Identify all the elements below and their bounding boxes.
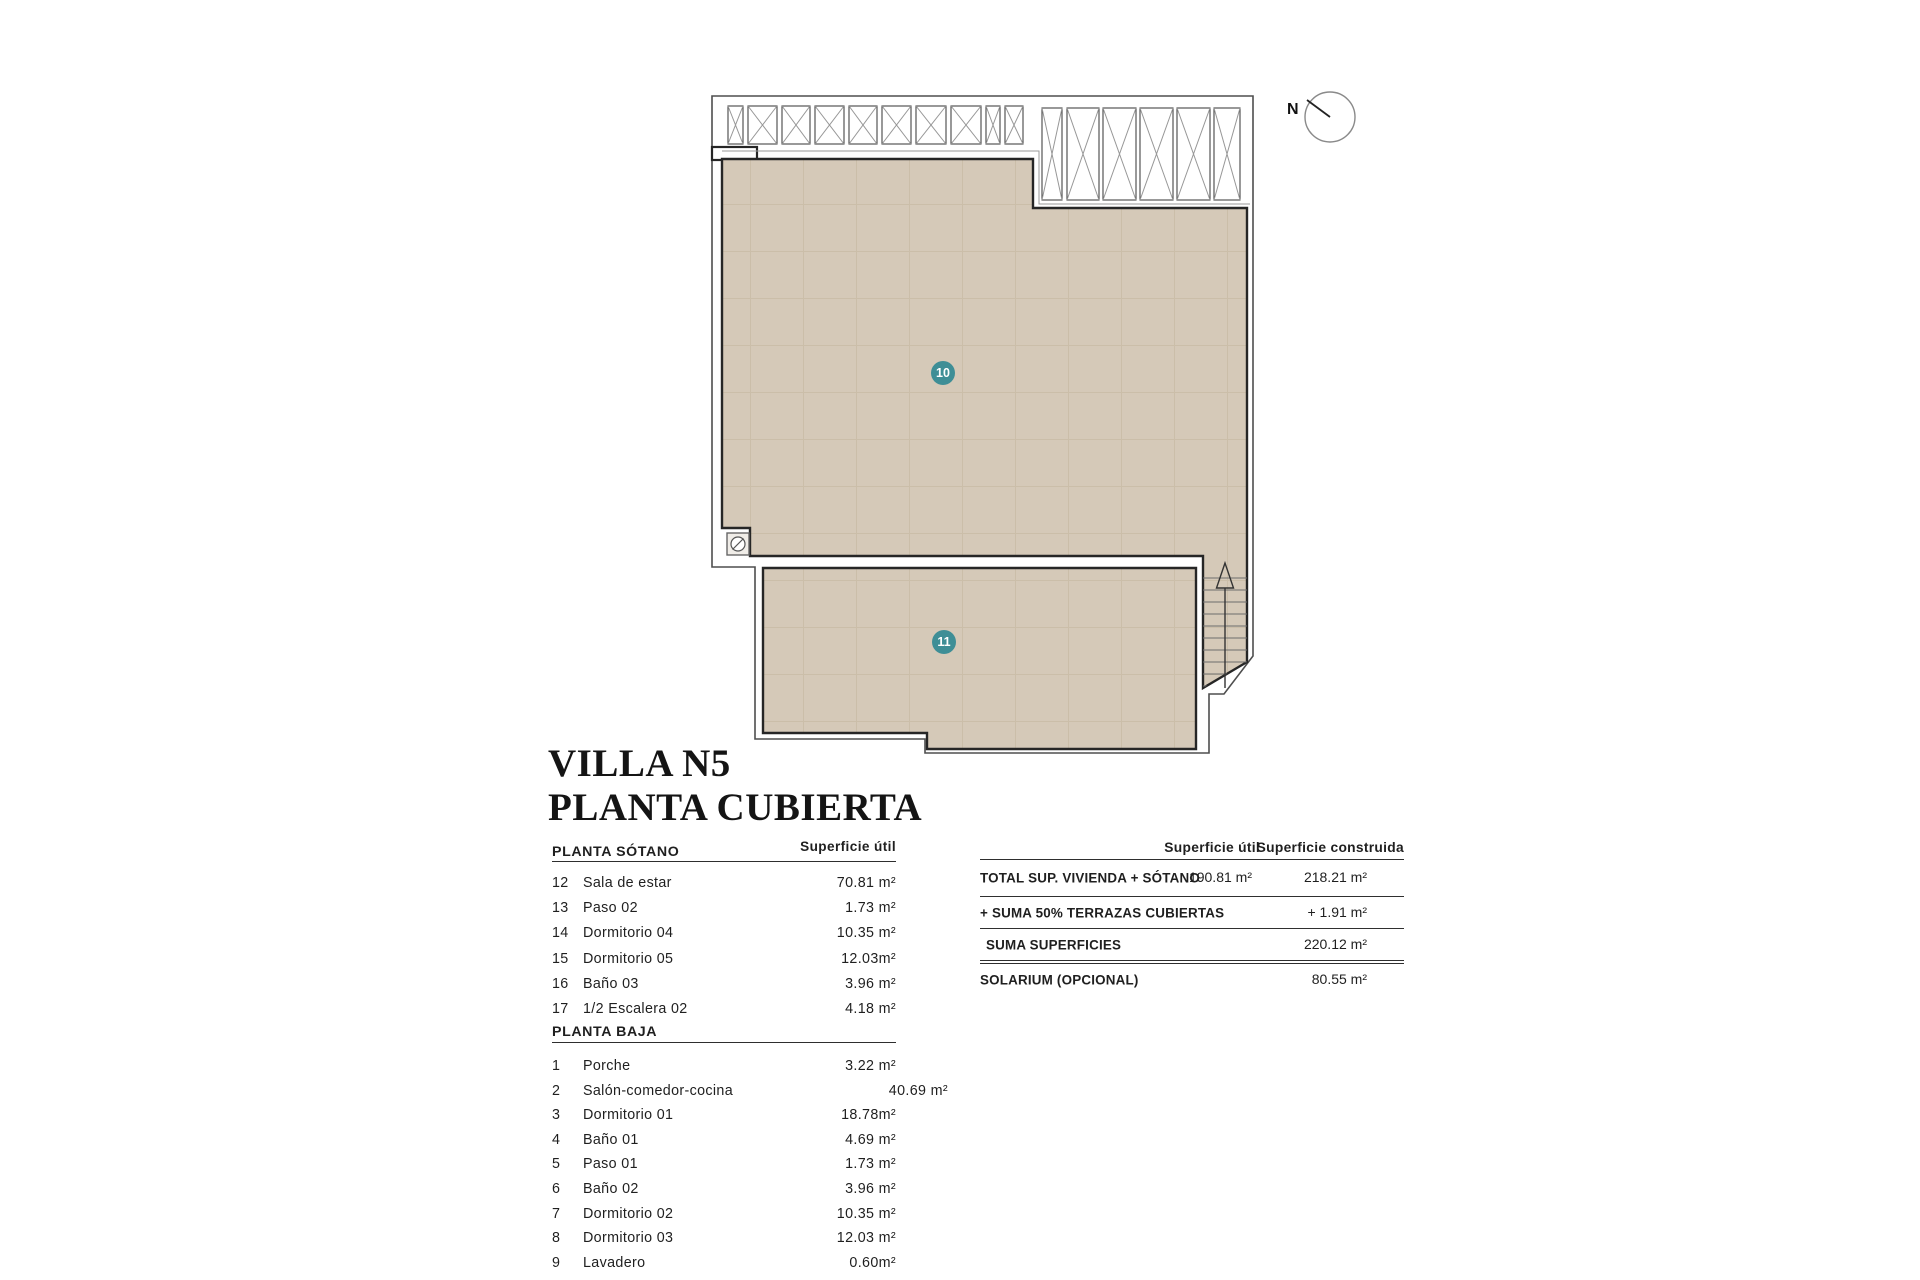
- room-name: Paso 01: [583, 1156, 638, 1173]
- room-area: 12.03m²: [841, 950, 896, 967]
- totals-row: [980, 964, 1404, 995]
- room-name: Paso 02: [583, 899, 638, 916]
- room-name: Dormitorio 03: [583, 1230, 674, 1247]
- room-area: 1.73 m²: [845, 899, 896, 916]
- area-row: [552, 1201, 896, 1226]
- totals-label: TOTAL SUP. VIVIENDA + SÓTANO: [980, 870, 1201, 886]
- pergola-beam: [1214, 108, 1240, 200]
- area-row: [552, 971, 896, 996]
- room-name: Salón-comedor-cocina: [583, 1082, 734, 1099]
- room-name: Lavadero: [583, 1254, 646, 1271]
- title-line-villa: VILLA N5: [548, 742, 731, 785]
- room-name: Dormitorio 04: [583, 925, 674, 942]
- room-badge-11: 11: [932, 630, 956, 654]
- sotano-col-header: Superficie útil: [800, 839, 896, 854]
- totals-construida-value: + 1.91 m²: [1307, 903, 1367, 920]
- pergola-beam: [882, 106, 911, 144]
- totals-row: [980, 929, 1404, 964]
- room-number: 14: [552, 925, 569, 942]
- page-title: [548, 742, 922, 830]
- room-area: 10.35 m²: [836, 925, 896, 942]
- areas-table: [552, 838, 948, 1275]
- room-name: 1/2 Escalera 02: [583, 1001, 688, 1018]
- area-row: [552, 1054, 896, 1079]
- room-name: Dormitorio 01: [583, 1107, 674, 1124]
- room-number: 8: [552, 1230, 561, 1247]
- room-name: Dormitorio 02: [583, 1205, 674, 1222]
- room-name: Sala de estar: [583, 874, 672, 891]
- sotano-rows: [552, 870, 896, 1022]
- baja-header-label: PLANTA BAJA: [552, 1023, 658, 1040]
- totals-row: [980, 897, 1404, 929]
- room-number: 3: [552, 1107, 561, 1124]
- title-line-planta: PLANTA CUBIERTA: [548, 786, 923, 829]
- room-name: Baño 02: [583, 1181, 639, 1198]
- room-area: 40.69 m²: [888, 1082, 948, 1099]
- pergola-beam: [728, 106, 743, 144]
- room-name: Baño 01: [583, 1131, 639, 1148]
- terrace-region-11: [763, 568, 1196, 749]
- room-area: 4.18 m²: [845, 1001, 896, 1018]
- pergola-beam: [849, 106, 877, 144]
- area-row: [552, 1226, 896, 1251]
- pergola-beam: [986, 106, 1000, 144]
- pergola-beam: [1067, 108, 1099, 200]
- totals-construida-value: 220.12 m²: [1303, 935, 1367, 952]
- pergola-beams-left: [728, 106, 1023, 144]
- room-area: 1.73 m²: [845, 1156, 896, 1173]
- room-area: 3.22 m²: [845, 1058, 896, 1075]
- room-area: 3.96 m²: [845, 1181, 896, 1198]
- room-number: 12: [552, 874, 569, 891]
- room-number: 4: [552, 1131, 561, 1148]
- room-number: 5: [552, 1156, 561, 1173]
- room-number: 13: [552, 899, 569, 916]
- totals-col-construida: Superficie construida: [1256, 840, 1404, 855]
- pergola-beam: [748, 106, 777, 144]
- room-number: 1: [552, 1058, 561, 1075]
- totals-label: + SUMA 50% TERRAZAS CUBIERTAS: [980, 905, 1225, 920]
- pergola-beam: [1140, 108, 1173, 200]
- room-area: 3.96 m²: [845, 975, 896, 992]
- area-row: [552, 921, 896, 946]
- area-row: [552, 946, 896, 971]
- room-area: 10.35 m²: [836, 1205, 896, 1222]
- pergola-beams-right: [1042, 108, 1240, 200]
- room-area: 0.60m²: [849, 1254, 896, 1271]
- area-row: [552, 1251, 896, 1276]
- totals-row: [980, 860, 1404, 897]
- area-row: [552, 996, 896, 1021]
- totals-table: [980, 836, 1404, 995]
- area-row: [552, 1103, 896, 1128]
- room-number: 7: [552, 1205, 561, 1222]
- room-area: 12.03 m²: [836, 1230, 896, 1247]
- room-number: 9: [552, 1254, 561, 1271]
- area-row: [552, 1128, 896, 1153]
- pergola-beam: [916, 106, 946, 144]
- baja-rows: [552, 1054, 948, 1275]
- totals-label: SOLARIUM (OPCIONAL): [980, 972, 1139, 987]
- drain-icon: [727, 533, 749, 555]
- room-number: 2: [552, 1082, 561, 1099]
- room-badge-10: 10: [931, 361, 955, 385]
- area-row: [552, 895, 896, 920]
- pergola-beam: [1005, 106, 1023, 144]
- area-row: [552, 1078, 948, 1103]
- totals-col-util: Superficie útil: [1164, 840, 1260, 855]
- area-row: [552, 1177, 896, 1202]
- north-arrow: [1287, 92, 1355, 142]
- pergola-beam: [1042, 108, 1062, 200]
- totals-rows: [980, 860, 1404, 995]
- pergola-beam: [951, 106, 981, 144]
- room-name: Baño 03: [583, 975, 639, 992]
- totals-table-header: [980, 836, 1404, 860]
- pergola-beam: [815, 106, 844, 144]
- baja-table-header: [552, 1024, 896, 1043]
- pergola-beam: [1177, 108, 1210, 200]
- room-area: 70.81 m²: [836, 874, 896, 891]
- room-number: 15: [552, 950, 569, 967]
- totals-label: SUMA SUPERFICIES: [986, 937, 1122, 952]
- pergola-beam: [782, 106, 810, 144]
- room-name: Porche: [583, 1058, 631, 1075]
- room-number: 17: [552, 1001, 569, 1018]
- totals-construida-value: 218.21 m²: [1303, 869, 1367, 886]
- sotano-header-label: PLANTA SÓTANO: [552, 844, 680, 860]
- sotano-table-header: [552, 838, 896, 862]
- area-row: [552, 870, 896, 895]
- room-area: 18.78m²: [841, 1107, 896, 1124]
- area-row: [552, 1152, 896, 1177]
- totals-construida-value: 80.55 m²: [1311, 970, 1367, 987]
- pergola-beam: [1103, 108, 1136, 200]
- north-label: N: [1287, 101, 1299, 118]
- room-name: Dormitorio 05: [583, 950, 674, 967]
- room-area: 4.69 m²: [845, 1131, 896, 1148]
- room-number: 16: [552, 975, 569, 992]
- totals-util-value: 190.81 m²: [1188, 869, 1252, 886]
- room-number: 6: [552, 1181, 561, 1198]
